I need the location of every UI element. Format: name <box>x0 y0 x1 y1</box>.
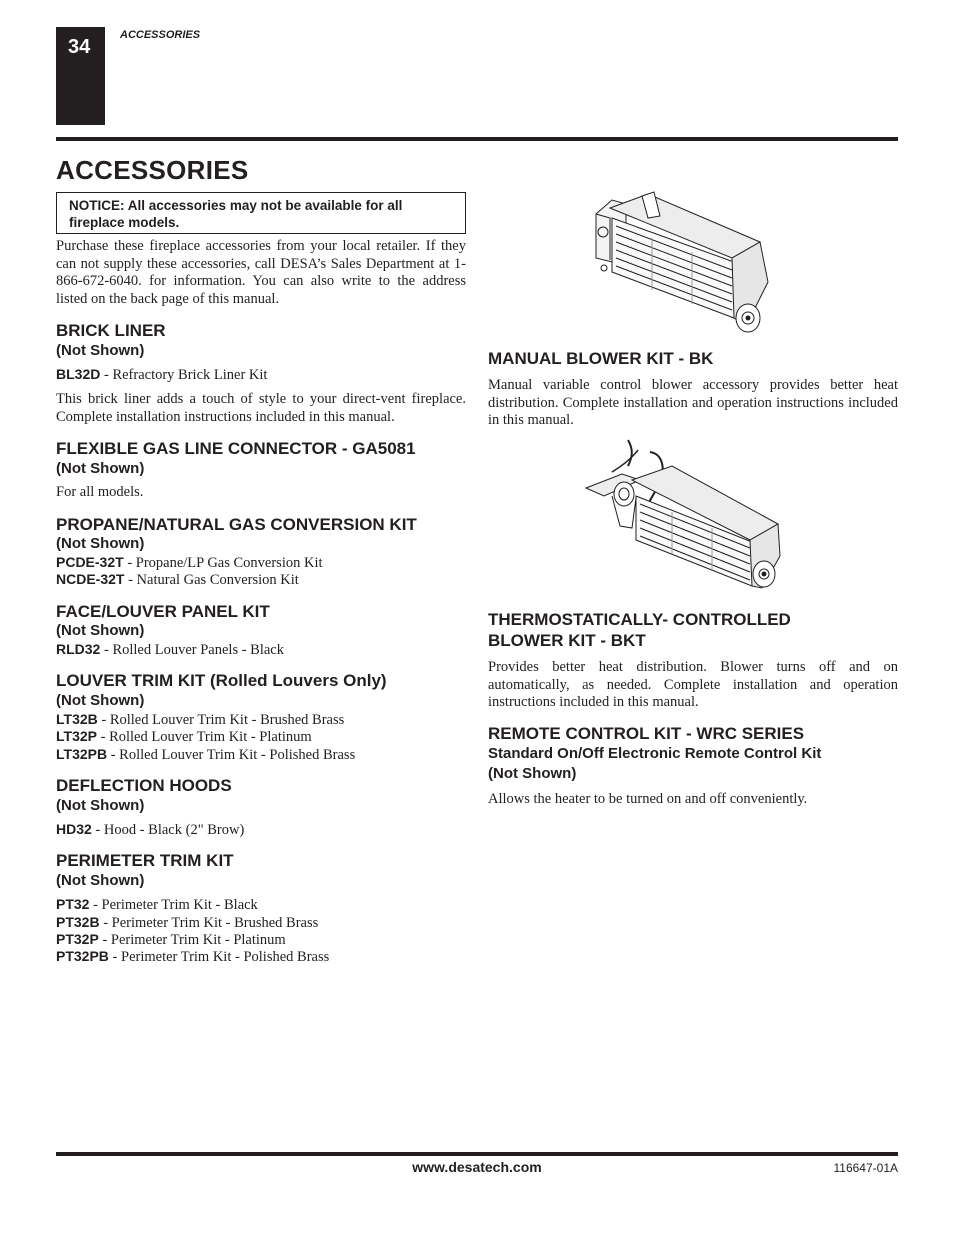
manual-blower-illustration <box>582 186 778 338</box>
page-title: ACCESSORIES <box>56 155 249 185</box>
deflection-subheading: (Not Shown) <box>56 797 145 814</box>
thermo-blower-heading-line1: THERMOSTATICALLY- CONTROLLED <box>488 610 791 629</box>
page-number-tab <box>56 27 105 125</box>
part-item: PT32P - Perimeter Trim Kit - Platinum <box>56 931 286 948</box>
face-louver-heading: FACE/LOUVER PANEL KIT <box>56 602 270 621</box>
part-item: RLD32 - Rolled Louver Panels - Black <box>56 641 284 658</box>
remote-subheading-2: (Not Shown) <box>488 765 577 782</box>
part-item: HD32 - Hood - Black (2" Brow) <box>56 821 245 838</box>
perimeter-subheading: (Not Shown) <box>56 872 145 889</box>
gas-line-text: For all models. <box>56 484 144 500</box>
manual-blower-heading: MANUAL BLOWER KIT - BK <box>488 349 714 368</box>
gas-line-subheading: (Not Shown) <box>56 460 145 477</box>
page-number: 34 <box>68 36 91 58</box>
thermo-blower-heading-line2: BLOWER KIT - BKT <box>488 631 646 650</box>
louver-trim-subheading: (Not Shown) <box>56 692 145 709</box>
remote-text: Allows the heater to be turned on and off conveniently. <box>488 791 808 807</box>
thermo-blower-text: Provides better heat distribution. Blower turns off and on automatically, as needed. Complete installation and operation instructions included in this manual. <box>488 659 898 711</box>
part-item: PT32B - Perimeter Trim Kit - Brushed Brass <box>56 914 319 931</box>
face-louver-subheading: (Not Shown) <box>56 622 145 639</box>
running-head: ACCESSORIES <box>120 29 201 41</box>
conversion-heading: PROPANE/NATURAL GAS CONVERSION KIT <box>56 515 417 534</box>
document-code: 116647-01A <box>833 1161 898 1175</box>
manual-blower-text: Manual variable control blower accessory provides better heat distribution. Complete installation and operation instructions included in this manual. <box>488 377 898 429</box>
brick-liner-text: This brick liner adds a touch of style to your direct-vent fireplace. Complete installation instructions included in this manual. <box>56 391 466 425</box>
part-item: PCDE-32T - Propane/LP Gas Conversion Kit <box>56 554 323 571</box>
top-rule <box>56 137 898 141</box>
brick-liner-subheading: (Not Shown) <box>56 342 145 359</box>
gas-line-heading: FLEXIBLE GAS LINE CONNECTOR - GA5081 <box>56 439 416 458</box>
conversion-subheading: (Not Shown) <box>56 535 145 552</box>
part-item: LT32P - Rolled Louver Trim Kit - Platinum <box>56 728 312 745</box>
deflection-heading: DEFLECTION HOODS <box>56 776 232 795</box>
bottom-rule <box>56 1152 898 1156</box>
part-item: LT32PB - Rolled Louver Trim Kit - Polished Brass <box>56 746 356 763</box>
notice-box: NOTICE: All accessories may not be available for all fireplace models. <box>56 192 466 234</box>
louver-trim-heading: LOUVER TRIM KIT (Rolled Louvers Only) <box>56 671 387 690</box>
remote-heading: REMOTE CONTROL KIT - WRC SERIES <box>488 724 805 743</box>
part-item: BL32D - Refractory Brick Liner Kit <box>56 366 268 383</box>
remote-subheading-1: Standard On/Off Electronic Remote Control Kit <box>488 745 822 762</box>
intro-paragraph: Purchase these fireplace accessories from your local retailer. If they can not supply these accessories, call DESA’s Sales Department at 1-866-672-6040. for information. You can also write to the address listed on the back page of this manual. <box>56 238 466 307</box>
part-item: NCDE-32T - Natural Gas Conversion Kit <box>56 571 299 588</box>
brick-liner-heading: BRICK LINER <box>56 321 166 340</box>
part-item: PT32PB - Perimeter Trim Kit - Polished Brass <box>56 948 330 965</box>
part-item: PT32 - Perimeter Trim Kit - Black <box>56 896 258 913</box>
thermostatic-blower-illustration <box>582 436 782 596</box>
perimeter-heading: PERIMETER TRIM KIT <box>56 851 234 870</box>
footer-url: www.desatech.com <box>412 1159 542 1175</box>
part-item: LT32B - Rolled Louver Trim Kit - Brushed Brass <box>56 711 345 728</box>
